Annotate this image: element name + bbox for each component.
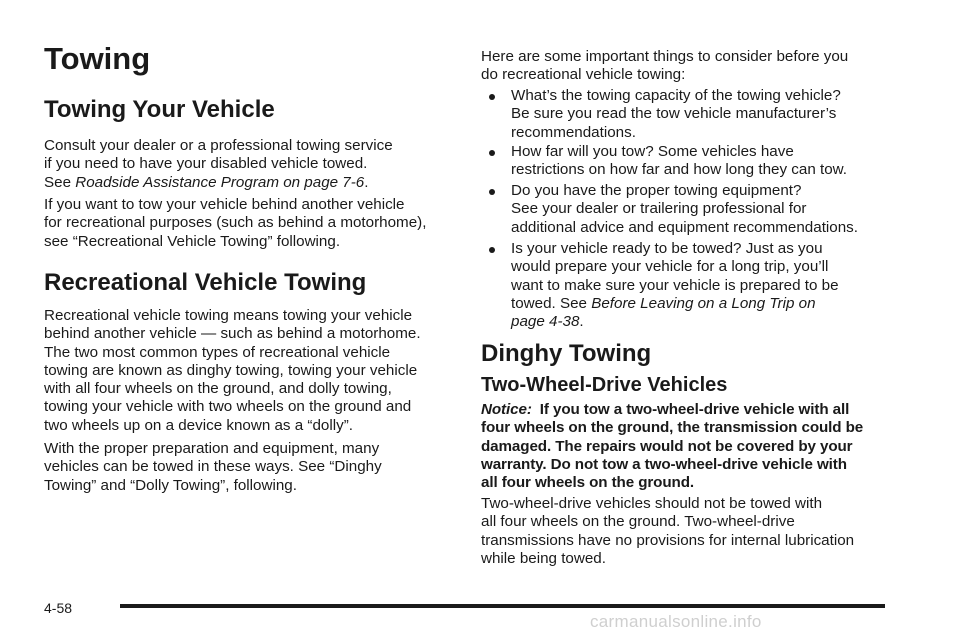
subsection-heading-two-wheel-drive: Two-Wheel-Drive Vehicles [481,374,728,396]
bullet-text [511,240,891,331]
text-line: How far will you tow? Some vehicles have [511,143,794,160]
bullet-icon [489,189,495,195]
text-line: while being towed. [481,549,606,567]
paragraph-considerations-intro [481,48,891,85]
text-line: recommendations. [511,123,636,141]
notice-paragraph [481,401,896,492]
text-line: do recreational vehicle towing: [481,66,686,84]
bullet-icon [489,247,495,253]
text-line: vehicles can be towed in these ways. See “Dinghy [44,458,382,476]
notice-label: Notice: [481,401,532,418]
text-line: Two-wheel-drive vehicles should not be towed with [481,495,823,512]
text-line: Towing” and “Dolly Towing”, following. [44,476,297,494]
text-line: What’s the towing capacity of the towing vehicle? [511,87,841,104]
text-line: if you need to have your disabled vehicle towed. [44,155,368,173]
text-line: See [44,173,76,191]
text-line: If you tow a two-wheel-drive vehicle with all [539,401,850,418]
text-line: all four wheels on the ground. [481,474,695,492]
text-line: . [579,313,584,331]
text-line: damaged. The repairs would not be covered by your [481,437,853,455]
section-heading-recreational-vehicle-towing: Recreational Vehicle Towing [44,269,367,296]
text-line: towing your vehicle with two wheels on the ground and [44,398,412,416]
bullet-text [511,143,891,180]
text-line: additional advice and equipment recommendations. [511,218,858,236]
watermark: carmanualsonline.info [590,612,762,631]
bullet-text [511,182,891,237]
text-line: towed. See [511,294,592,312]
text-line: See your dealer or trailering professional for [511,200,807,218]
text-line: The two most common types of recreational vehicle [44,343,391,361]
bullet-icon [489,150,495,156]
text-line: Consult your dealer or a professional towing service [44,137,393,154]
text-line: warranty. Do not tow a two-wheel-drive vehicle with [481,455,847,473]
text-line: towing are known as dinghy towing, towing your vehicle [44,361,418,379]
text-line: . [364,173,369,191]
text-line: Be sure you read the tow vehicle manufacturer’s [511,105,837,123]
text-line: see “Recreational Vehicle Towing” following. [44,232,341,250]
footer-rule [120,604,885,608]
text-line: with all four wheels on the ground, and dolly towing, [44,380,392,398]
text-line: Here are some important things to consider before you [481,48,849,65]
paragraph-recreational-purposes [44,196,454,251]
text-line: want to make sure your vehicle is prepared to be [511,276,839,294]
cross-reference-page[interactable]: page 4-38 [511,313,580,331]
text-line: Do you have the proper towing equipment? [511,182,802,199]
text-line: transmissions have no provisions for internal lubrication [481,531,855,549]
text-line: would prepare your vehicle for a long trip, you’ll [511,258,829,276]
cross-reference-before-leaving[interactable]: Before Leaving on a Long Trip on [591,294,816,312]
page-title: Towing [44,41,151,76]
bullet-icon [489,94,495,100]
text-line: With the proper preparation and equipment, many [44,440,380,457]
section-heading-towing-your-vehicle: Towing Your Vehicle [44,96,275,123]
cross-reference-roadside-assistance[interactable]: Roadside Assistance Program on page 7-6 [75,173,365,191]
paragraph-recreational-towing-definition [44,307,454,435]
paragraph-consult-dealer [44,137,454,192]
text-line: Recreational vehicle towing means towing your vehicle [44,307,413,324]
paragraph-proper-preparation [44,440,454,495]
section-heading-dinghy-towing: Dinghy Towing [481,340,652,367]
text-line: If you want to tow your vehicle behind another vehicle [44,196,405,213]
paragraph-two-wheel-drive [481,495,896,568]
text-line: restrictions on how far and how long they can tow. [511,161,848,179]
text-line: two wheels up on a device known as a “dolly”. [44,416,353,434]
text-line: for recreational purposes (such as behind a motorhome), [44,214,427,232]
page-number: 4-58 [44,600,73,616]
text-line: Is your vehicle ready to be towed? Just as you [511,240,823,257]
text-line: behind another vehicle — such as behind a motorhome. [44,325,421,343]
text-line: all four wheels on the ground. Two-wheel-drive [481,513,795,531]
text-line: four wheels on the ground, the transmission could be [481,419,864,437]
bullet-text [511,87,891,142]
